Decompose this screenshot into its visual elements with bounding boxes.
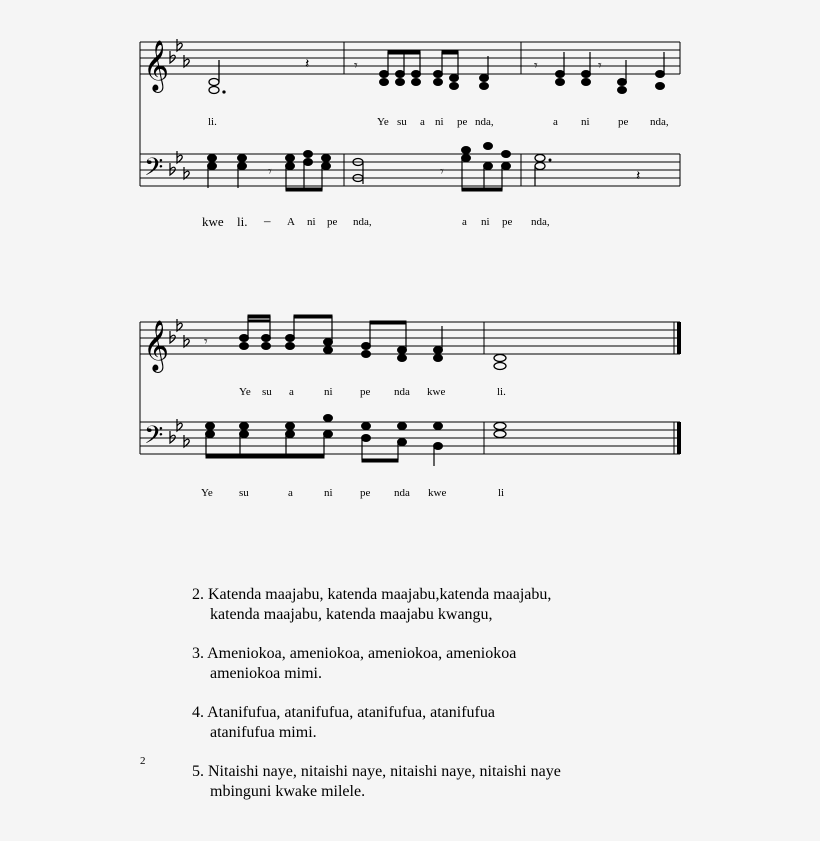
lyric-s2-t-5: nda (394, 386, 410, 398)
svg-text:𝄽: 𝄽 (636, 169, 641, 184)
verse-4-line-2: atanifufua mimi. (210, 724, 317, 741)
lyric-s1-t-8: ni (581, 116, 590, 128)
lyric-s1-t-9: pe (618, 116, 629, 128)
verse-2-line-1: 2. Katenda maajabu, katenda maajabu,katenda maajabu, (192, 586, 552, 603)
treble-clef-icon-2: 𝄞 (143, 320, 170, 371)
lyric-s2-b-5: nda (394, 487, 410, 499)
lyric-s2-t-6: kwe (427, 386, 446, 398)
svg-text:𝄾: 𝄾 (354, 59, 358, 74)
page-number: 2 (140, 755, 146, 767)
lyric-s1-b-8: ni (481, 216, 490, 228)
notes-treble-m2 (354, 51, 489, 90)
svg-text:𝄾: 𝄾 (204, 335, 208, 350)
system-1 (140, 39, 680, 191)
svg-text:𝄾: 𝄾 (268, 165, 272, 180)
treble-clef-icon: 𝄞 (143, 40, 170, 91)
verse-5 (192, 762, 561, 802)
lyric-s1-b-10: nda, (531, 216, 550, 228)
lyric-s1-t-1: Ye (377, 116, 389, 128)
verse-2 (192, 585, 551, 625)
lyric-s1-b-0: kwe (202, 214, 224, 229)
svg-text:𝄾: 𝄾 (440, 165, 444, 180)
lyric-s2-t-2: a (289, 386, 294, 398)
lyric-s1-t-2: su (397, 116, 407, 128)
lyric-s1-t-4: ni (435, 116, 444, 128)
notes-treble-m1 (209, 60, 225, 94)
verse-2-line-2: katenda maajabu, katenda maajabu kwangu, (210, 606, 493, 623)
lyric-s1-b-5: pe (327, 216, 338, 228)
bass-clef-icon: 𝄢 (144, 153, 164, 188)
lyric-s1-b-2: – (264, 213, 271, 228)
lyric-s1-t-3: a (420, 116, 425, 128)
verse-3 (192, 644, 516, 684)
lyric-s2-b-0: Ye (201, 487, 213, 499)
lyric-s2-b-7: li (498, 487, 505, 499)
verse-5-line-2: mbinguni kwake milele. (210, 783, 366, 800)
key-signature-icon (170, 39, 189, 179)
verse-4-line-1: 4. Atanifufua, atanifufua, atanifufua, atanifufua (192, 704, 495, 721)
lyric-s1-t-6: nda, (475, 116, 494, 128)
lyric-s1-b-1: li. (237, 214, 248, 229)
svg-text:𝄾: 𝄾 (598, 59, 602, 74)
lyric-s1-t-7: a (553, 116, 558, 128)
bass-clef-icon-2: 𝄢 (144, 421, 164, 456)
svg-text:𝄾: 𝄾 (534, 59, 538, 74)
lyric-s1-t-10: nda, (650, 116, 669, 128)
lyric-s2-t-4: pe (360, 386, 371, 398)
lyric-s1-b-6: nda, (353, 216, 372, 228)
lyric-s1-t-0: li. (208, 116, 217, 128)
verse-3-line-1: 3. Ameniokoa, ameniokoa, ameniokoa, ameniokoa (192, 645, 517, 662)
notes-treble-s2-m2 (494, 355, 506, 370)
lyric-s2-t-7: li. (497, 386, 506, 398)
lyric-s2-b-2: a (288, 487, 293, 499)
lyric-s1-b-3: A (287, 216, 295, 228)
lyric-s1-b-9: pe (502, 216, 513, 228)
lyric-s2-b-4: pe (360, 487, 371, 499)
lyric-s1-b-4: ni (307, 216, 316, 228)
lyric-s2-t-3: ni (324, 386, 333, 398)
lyric-s2-b-6: kwe (428, 487, 447, 499)
lyric-s1-b-7: a (462, 216, 467, 228)
lyric-s2-t-0: Ye (239, 386, 251, 398)
verse-4 (192, 703, 495, 743)
verse-5-line-1: 5. Nitaishi naye, nitaishi naye, nitaishi naye, nitaishi naye (192, 763, 561, 780)
lyric-s2-b-3: ni (324, 487, 333, 499)
notes-bass-m1 (208, 151, 331, 192)
notes-bass-m2 (353, 143, 511, 192)
lyric-s2-t-1: su (262, 386, 272, 398)
system-2 (140, 315, 681, 466)
lyric-s1-t-5: pe (457, 116, 468, 128)
lyric-s2-b-1: su (239, 487, 249, 499)
verse-3-line-2: ameniokoa mimi. (210, 665, 322, 682)
rest-icon: 𝄽 (305, 57, 310, 72)
